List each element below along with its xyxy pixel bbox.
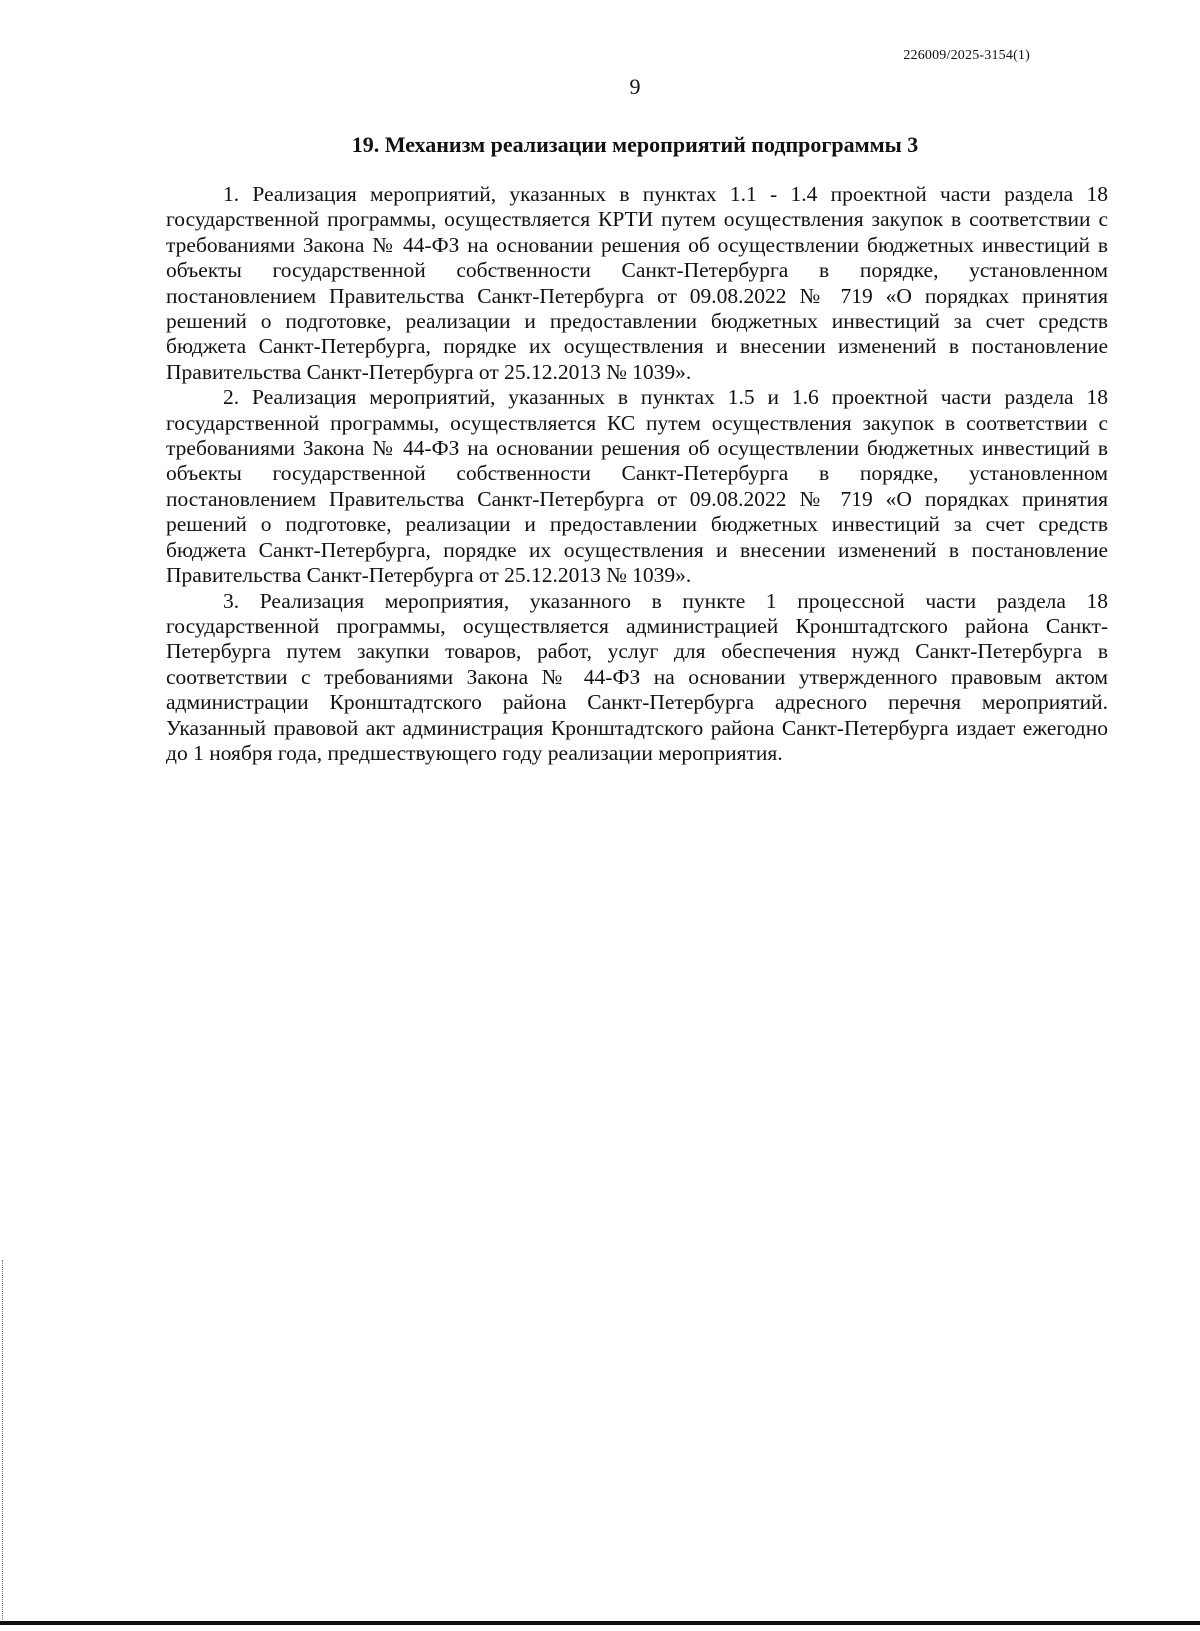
page-number: 9 bbox=[629, 74, 641, 99]
paragraph-2: 2. Реализация мероприятий, указанных в пунктах 1.5 и 1.6 проектной части раздела 18 государственной программы, осуществляется КС путем осуществления закупок в соответствии с требованиями Закона № 44-ФЗ на основании решения об осуществлении бюджетных инвестиций в объекты государственной собственности Санкт-Петербурга в порядке, установленном постановлением Правительства Санкт-Петербурга от 09.08.2022 № 719 «О порядках принятия решений о подготовке, реализации и предоставлении бюджетных инвестиций за счет средств бюджета Санкт-Петербурга, порядке их осуществления и внесении изменений в постановление Правительства Санкт-Петербурга от 25.12.2013 № 1039». bbox=[166, 385, 1108, 588]
scan-bottom-edge bbox=[0, 1621, 1200, 1625]
scan-edge-marks bbox=[2, 1260, 5, 1620]
section-title: 19. Механизм реализации мероприятий подпрограммы 3 bbox=[351, 132, 919, 157]
section-body bbox=[166, 182, 1108, 766]
paragraph-3: 3. Реализация мероприятия, указанного в пункте 1 процессной части раздела 18 государственной программы, осуществляется администрацией Кронштадтского района Санкт-Петербурга путем закупки товаров, работ, услуг для обеспечения нужд Санкт-Петербурга в соответствии с требованиями Закона № 44-ФЗ на основании утвержденного правовым актом администрации Кронштадтского района Санкт-Петербурга адресного перечня мероприятий. Указанный правовой акт администрация Кронштадтского района Санкт-Петербурга издает ежегодно до 1 ноября года, предшествующего году реализации мероприятия. bbox=[166, 588, 1108, 765]
document-registration-number: 226009/2025-3154(1) bbox=[903, 48, 1030, 63]
paragraph-1: 1. Реализация мероприятий, указанных в пунктах 1.1 - 1.4 проектной части раздела 18 государственной программы, осуществляется КРТИ путем осуществления закупок в соответствии с требованиями Закона № 44-ФЗ на основании решения об осуществлении бюджетных инвестиций в объекты государственной собственности Санкт-Петербурга в порядке, установленном постановлением Правительства Санкт-Петербурга от 09.08.2022 № 719 «О порядках принятия решений о подготовке, реализации и предоставлении бюджетных инвестиций за счет средств бюджета Санкт-Петербурга, порядке их осуществления и внесении изменений в постановление Правительства Санкт-Петербурга от 25.12.2013 № 1039». bbox=[166, 182, 1108, 384]
